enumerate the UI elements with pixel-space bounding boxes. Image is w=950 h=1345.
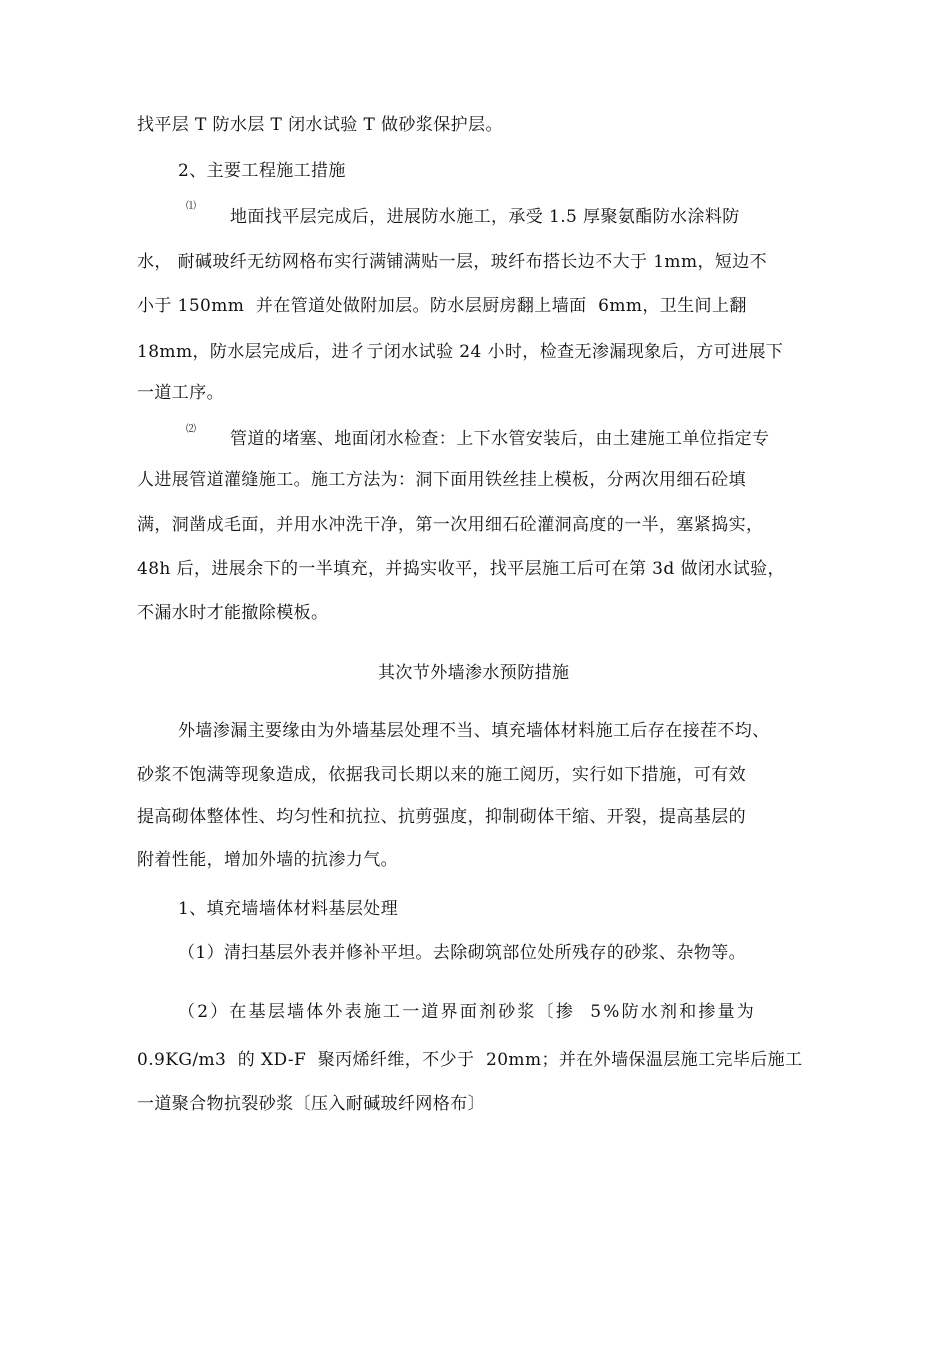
section-intro-line-4: 附着性能，增加外墙的抗渗力气。 bbox=[137, 850, 398, 870]
item2-marker: ⑵ bbox=[186, 424, 196, 435]
section2-heading: 2、主要工程施工措施 bbox=[178, 161, 346, 181]
section-title: 其次节外墙渗水预防措施 bbox=[378, 663, 570, 683]
item2-line-4: 48h 后，进展余下的一半填充，并捣实收平，找平层施工后可在第 3d 做闭水试验， bbox=[137, 559, 785, 579]
intro-line: 找平层 T 防水层 T 闭水试验 T 做砂浆保护层。 bbox=[137, 115, 503, 135]
item1-line-2: 水， 耐碱玻纤无纺网格布实行满铺满贴一层，玻纤布搭长边不大于 1mm，短边不 bbox=[137, 252, 768, 272]
step2-line-3: 一道聚合物抗裂砂浆〔压入耐碱玻纤网格布〕 bbox=[137, 1094, 485, 1114]
item1-line-1: 地面找平层完成后，进展防水施工，承受 1.5 厚聚氨酯防水涂料防 bbox=[230, 207, 740, 227]
subheading-1: 1、填充墙墙体材料基层处理 bbox=[178, 899, 399, 919]
item2-line-3: 满，洞凿成毛面，并用水冲洗干净，第一次用细石砼灌洞高度的一半，塞紧捣实， bbox=[137, 515, 764, 535]
section-intro-line-1: 外墙渗漏主要缘由为外墙基层处理不当、填充墙体材料施工后存在接茬不均、 bbox=[178, 721, 770, 741]
item2-line-2: 人进展管道灌缝施工。施工方法为：洞下面用铁丝挂上模板，分两次用细石砼填 bbox=[137, 470, 746, 490]
step1-line: （1）清扫基层外表并修补平坦。去除砌筑部位处所残存的砂浆、杂物等。 bbox=[178, 943, 747, 963]
section-intro-line-2: 砂浆不饱满等现象造成，依据我司长期以来的施工阅历，实行如下措施，可有效 bbox=[137, 765, 746, 785]
item1-marker: ⑴ bbox=[186, 201, 196, 212]
item2-line-5: 不漏水时才能撤除模板。 bbox=[137, 603, 329, 623]
item1-line-5: 一道工序。 bbox=[137, 383, 224, 403]
item2-line-1: 管道的堵塞、地面闭水检查：上下水管安装后，由土建施工单位指定专 bbox=[230, 429, 770, 449]
item1-line-3: 小于 150mm 并在管道处做附加层。防水层厨房翻上墙面 6mm，卫生间上翻 bbox=[137, 296, 747, 316]
step2-line-2: 0.9KG/m3 的 XD-F 聚丙烯纤维，不少于 20mm；并在外墙保温层施工完毕后施工 bbox=[137, 1050, 803, 1070]
section-intro-line-3: 提高砌体整体性、均匀性和抗拉、抗剪强度，抑制砌体干缩、开裂，提高基层的 bbox=[137, 807, 746, 827]
step2-line-1: （2）在基层墙体外表施工一道界面剂砂浆〔掺 5%防水剂和掺量为 bbox=[178, 1002, 756, 1022]
item1-line-4: 18mm，防水层完成后，进彳亍闭水试验 24 小时，检查无渗漏现象后，方可进展下 bbox=[137, 342, 784, 362]
